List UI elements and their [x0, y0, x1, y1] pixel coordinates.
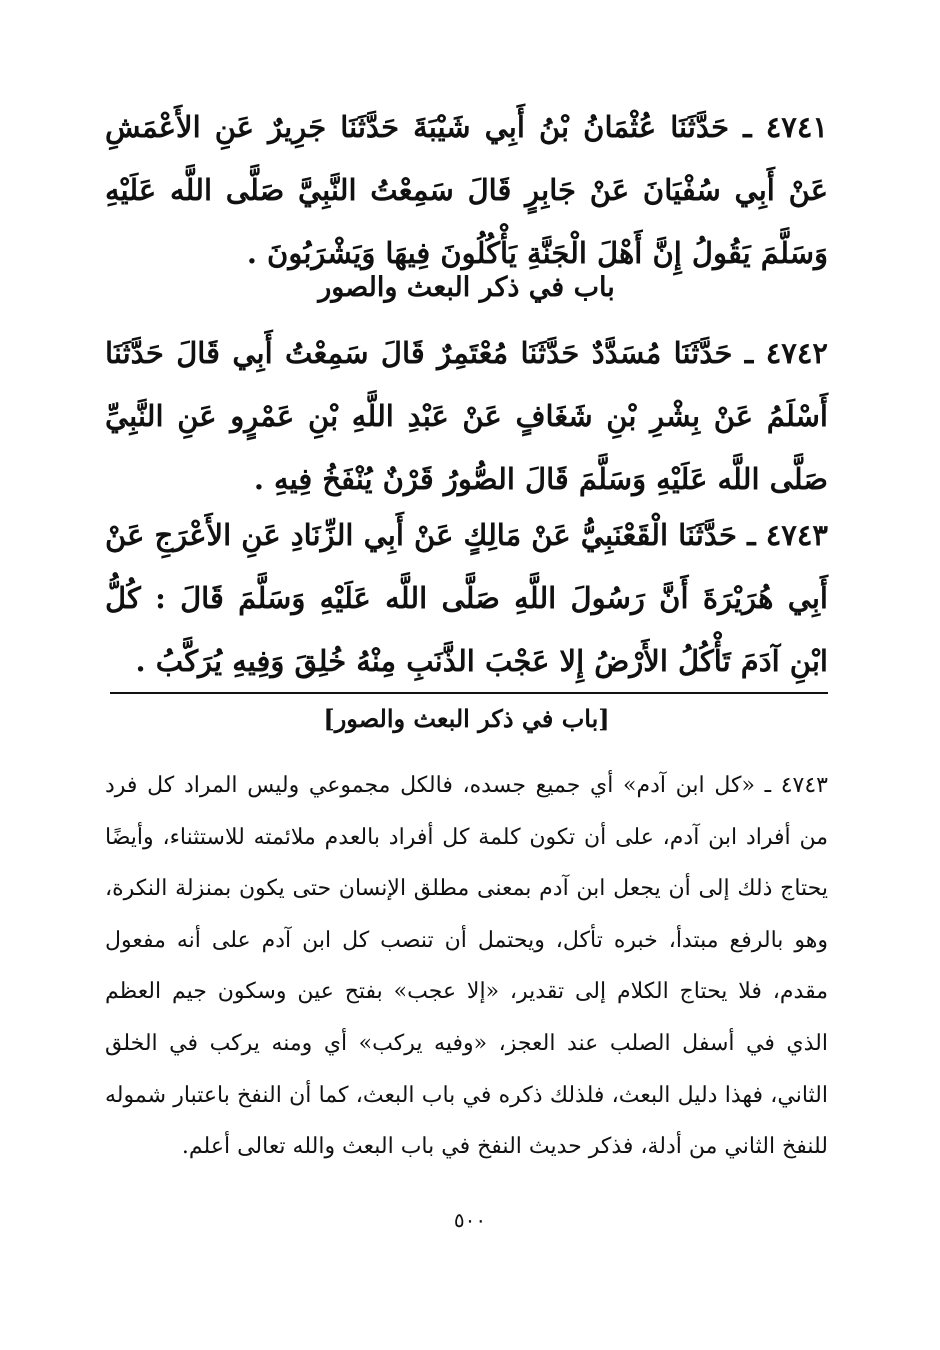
- chapter-heading: باب في ذكر البعث والصور: [318, 272, 615, 303]
- commentary-heading: [باب في ذكر البعث والصور]: [323, 704, 610, 733]
- hadith-4741: ٤٧٤١ ـ حَدَّثَنَا عُثْمَانُ بْنُ أَبِي شَيْبَةَ حَدَّثَنَا جَرِيرٌ عَنِ الأَعْمَشِ عَنْ أَبِي سُفْيَانَ عَنْ جَابِرٍ قَالَ سَمِعْتُ النَّبِيَّ صَلَّى اللَّه عَلَيْهِ وَسَلَّمَ يَقُولُ إِنَّ أَهْلَ الْجَنَّةِ يَأْكُلُونَ فِيهَا وَيَشْرَبُونَ .: [105, 110, 828, 270]
- commentary-text: ٤٧٤٣ ـ «كل ابن آدم» أي جميع جسده، فالكل مجموعي وليس المراد كل فرد من أفراد ابن آدم، على أن تكون كلمة كل أفراد بالعدم ملائمته للاستثناء، وأيضًا يحتاج ذلك إلى أن يجعل ابن آدم بمعنى مطلق الإنسان حتى يكون بمنزلة النكرة، وهو بالرفع مبتدأ، خبره تأكل، ويحتمل أن تنصب كل ابن آدم على أنه مفعول مقدم، فلا يحتاج الكلام إلى تقدير، «إلا عجب» بفتح عين وسكون جيم العظم الذي في أسفل الصلب عند العجز، «وفيه يركب» أي ومنه يركب في الخلق الثاني، فهذا دليل البعث، فلذلك ذكره في باب البعث، كما أن النفخ باعتبار شموله للنفخ الثاني من أدلة، فذكر حديث النفخ في باب البعث والله تعالى أعلم.: [105, 773, 828, 1160]
- hadith-4743: ٤٧٤٣ ـ حَدَّثَنَا الْقَعْنَبِيُّ عَنْ مَالِكٍ عَنْ أَبِي الزِّنَادِ عَنِ الأَعْرَجِ عَنْ أَبِي هُرَيْرَةَ أَنَّ رَسُولَ اللَّهِ صَلَّى اللَّه عَلَيْهِ وَسَلَّمَ قَالَ : كُلُّ ابْنِ آدَمَ تَأْكُلُ الأَرْضُ إِلا عَجْبَ الذَّنَبِ مِنْهُ خُلِقَ وَفِيهِ يُرَكَّبُ .: [105, 518, 828, 678]
- page-number: ٥٠٠: [453, 1208, 487, 1232]
- hadith-4742: ٤٧٤٢ ـ حَدَّثَنَا مُسَدَّدٌ حَدَّثَنَا مُعْتَمِرٌ قَالَ سَمِعْتُ أَبِي قَالَ حَدَّثَنَا أَسْلَمُ عَنْ بِشْرِ بْنِ شَغَافٍ عَنْ عَبْدِ اللَّهِ بْنِ عَمْرٍو عَنِ النَّبِيِّ صَلَّى اللَّه عَلَيْهِ وَسَلَّمَ قَالَ الصُّورُ قَرْنٌ يُنْفَخُ فِيهِ .: [105, 336, 828, 496]
- footnote-divider: [110, 692, 828, 694]
